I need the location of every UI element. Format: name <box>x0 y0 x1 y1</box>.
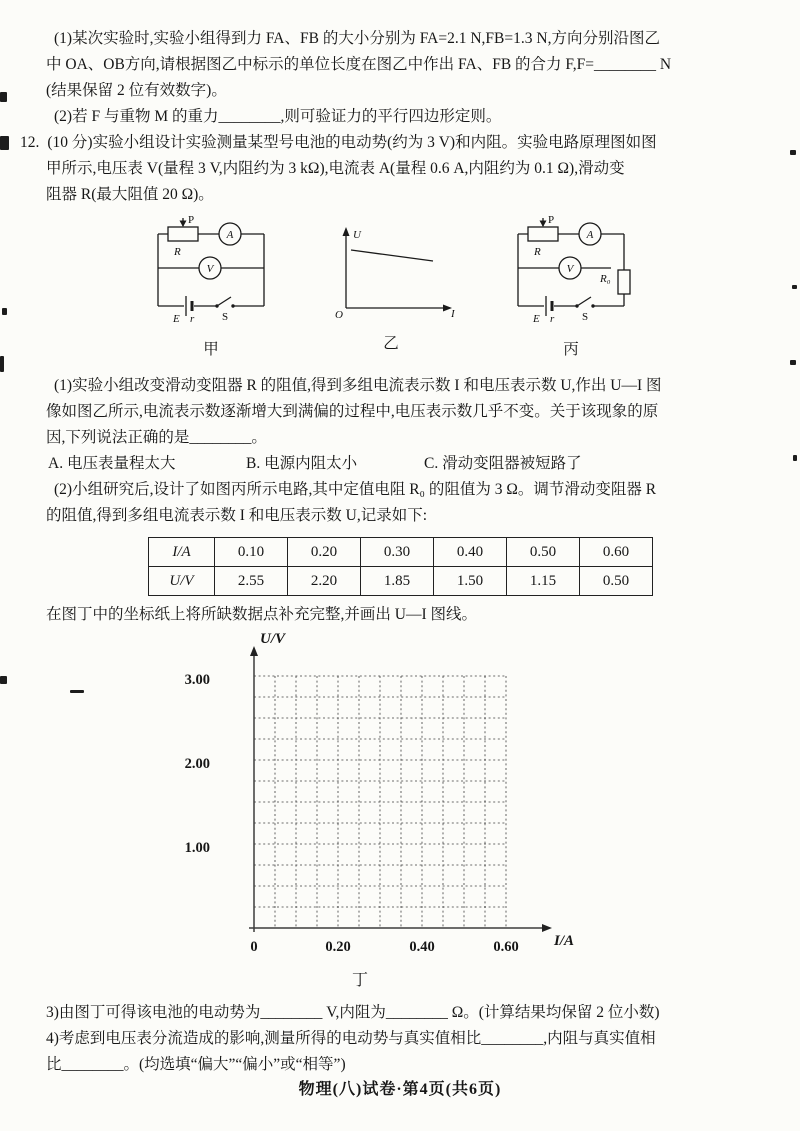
ammeter-label: A <box>586 229 594 241</box>
y-axis-label: U/V <box>260 631 286 647</box>
label-p: P <box>188 214 195 226</box>
table-cell: 0.30 <box>361 538 434 567</box>
voltmeter-label: V <box>206 263 214 275</box>
scan-artifact <box>0 356 4 372</box>
q12-intro-text: (10 分)实验小组设计实验测量某型号电池的电动势(约为 3 V)和内阻。实验电路原理图如图 <box>47 134 657 151</box>
x-axis-label: I/A <box>554 933 575 949</box>
label-r: R <box>174 246 181 258</box>
q12-part1-line1: (1)实验小组改变滑动变阻器 R 的阻值,得到多组电流表示数 I 和电压表示数 U,作出 U—I 图 <box>54 377 662 394</box>
label-e: E <box>173 313 180 325</box>
caption-jia: 甲 <box>203 341 219 358</box>
q12-part2-line1: (2)小组研究后,设计了如图丙所示电路,其中定值电阻 R₀ 的阻值为 3 Ω。调节滑动变阻器 R <box>54 481 657 498</box>
ammeter-label: A <box>226 229 234 241</box>
table-row-current <box>149 538 653 567</box>
table-cell: 0.50 <box>580 567 653 596</box>
caption-ding: 丁 <box>351 972 368 989</box>
table-cell: 0.40 <box>434 538 507 567</box>
label-s: S <box>582 311 589 323</box>
label-s: S <box>222 311 229 323</box>
option-c: C. 滑动变阻器被短路了 <box>424 455 582 472</box>
caption-yi: 乙 <box>383 335 399 352</box>
q12-part1-line2: 像如图乙所示,电流表示数逐渐增大到满偏的过程中,电压表示数几乎不变。关于该现象的原 <box>46 403 659 420</box>
y-tick: 1.00 <box>184 840 210 856</box>
label-r-small: r <box>550 313 555 325</box>
circuit-diagrams-row <box>146 214 764 363</box>
graph-ding <box>54 632 764 1000</box>
q11-part2-line: (2)若 F 与重物 M 的重力________,则可验证力的平行四边形定则。 <box>54 108 502 125</box>
figure-bing <box>506 214 636 363</box>
label-o: O <box>335 309 343 320</box>
question-number: 12. <box>20 134 40 151</box>
data-table <box>148 537 653 596</box>
q12-intro-line1 <box>20 130 764 156</box>
option-b: B. 电源内阻太小 <box>246 455 358 472</box>
scan-artifact <box>0 136 9 150</box>
label-u: U <box>353 229 361 241</box>
label-r: R <box>534 246 541 258</box>
x-tick: 0.40 <box>409 939 435 955</box>
option-a: A. 电压表量程太大 <box>48 455 176 472</box>
plot-instruction: 在图丁中的坐标纸上将所缺数据点补充完整,并画出 U—I 图线。 <box>46 606 477 623</box>
label-i: I <box>451 308 455 320</box>
footer-text: 物理(八)试卷·第4页(共6页) <box>298 1081 502 1098</box>
table-cell: 0.10 <box>215 538 288 567</box>
table-cell: 0.50 <box>507 538 580 567</box>
q11-part1-line1: (1)某次实验时,实验小组得到力 FA、FB 的大小分别为 FA=2.1 N,FB=1.3 N,方向分别沿图乙 <box>54 30 660 47</box>
y-tick: 3.00 <box>184 672 210 688</box>
circuit-diagram-bing-icon <box>506 214 636 326</box>
scan-artifact <box>790 360 796 365</box>
q12-part4-line2: 比________。(均选填“偏大”“偏小”或“相等”) <box>46 1056 346 1073</box>
graph-sketch-yi-icon <box>321 220 461 320</box>
scan-artifact <box>0 92 7 102</box>
q12-part4-line1: 4)考虑到电压表分流造成的影响,测量所得的电动势与真实值相比________,内阻与真实值相 <box>46 1030 656 1047</box>
x-tick: 0.20 <box>325 939 351 955</box>
caption-bing: 丙 <box>563 341 579 358</box>
x-tick: 0 <box>250 939 258 955</box>
q12-part2-line2: 的阻值,得到多组电流表示数 I 和电压表示数 U,记录如下: <box>46 507 428 524</box>
label-r-small: r <box>190 313 195 325</box>
table-cell: 2.20 <box>288 567 361 596</box>
x-tick: 0.60 <box>493 939 519 955</box>
scan-artifact <box>2 308 7 315</box>
table-cell: 1.85 <box>361 567 434 596</box>
table-cell: 1.50 <box>434 567 507 596</box>
figure-jia <box>146 214 276 363</box>
grid-chart <box>214 638 559 952</box>
scan-artifact <box>790 150 796 155</box>
q12-part1-line3: 因,下列说法正确的是________。 <box>46 429 267 446</box>
y-tick: 2.00 <box>184 756 210 772</box>
table-cell: 0.60 <box>580 538 653 567</box>
scan-artifact <box>793 455 797 461</box>
answer-options <box>46 451 764 477</box>
q12-intro-line3: 阻器 R(最大阻值 20 Ω)。 <box>46 186 214 203</box>
label-r0: R₀ <box>600 273 611 285</box>
table-header-u: U/V <box>149 567 215 596</box>
table-cell: 1.15 <box>507 567 580 596</box>
figure-yi <box>321 220 461 357</box>
table-cell: 2.55 <box>215 567 288 596</box>
q12-part3-line: 3)由图丁可得该电池的电动势为________ V,内阻为________ Ω。(计算结果均保留 2 位小数) <box>46 1004 660 1021</box>
label-p: P <box>548 214 555 226</box>
table-row-voltage <box>149 567 653 596</box>
q12-intro-line2: 甲所示,电压表 V(量程 3 V,内阻约为 3 kΩ),电流表 A(量程 0.6 A,内阻约为 0.1 Ω),滑动变 <box>46 160 625 177</box>
q11-part1-line2: 中 OA、OB方向,请根据图乙中标示的单位长度在图乙中作出 FA、FB 的合力 F,F=________ N <box>46 56 672 73</box>
label-e: E <box>533 313 540 325</box>
circuit-diagram-jia-icon <box>146 214 276 326</box>
q11-part1-line3: (结果保留 2 位有效数字)。 <box>46 82 227 99</box>
scan-artifact <box>0 676 7 684</box>
table-cell: 0.20 <box>288 538 361 567</box>
scan-artifact <box>792 285 797 289</box>
table-header-i: I/A <box>149 538 215 567</box>
voltmeter-label: V <box>566 263 574 275</box>
